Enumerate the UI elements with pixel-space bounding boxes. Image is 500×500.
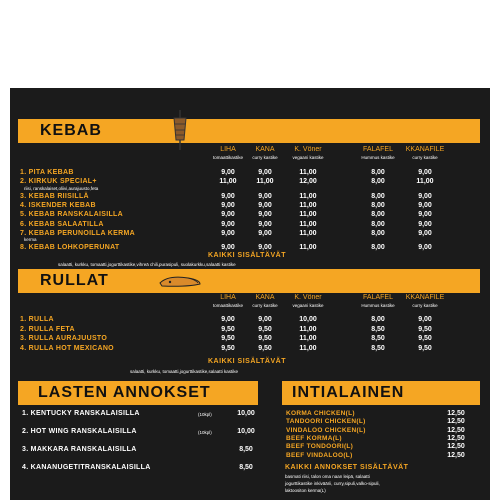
menu-item-price: 8,00 [371, 169, 385, 176]
menu-item-price: 9,00 [258, 220, 272, 228]
menu-item-price: 9,00 [258, 192, 272, 200]
intialainen-title: INTIALAINEN [292, 384, 405, 401]
menu-item-name: 6. KEBAB SALAATILLA [20, 220, 104, 228]
menu-item-price: 9,50 [221, 344, 235, 352]
menu-item-price: 9,50 [221, 335, 235, 342]
menu-item-price: 9,00 [418, 316, 432, 323]
menu-item-price: 9,00 [418, 169, 432, 176]
menu-item-name: 1. PITA KEBAB [20, 169, 74, 176]
indian-item-name: BEEF VINDALOO(L) [286, 451, 353, 459]
menu-item-name: 2. RULLA FETA [20, 325, 75, 333]
column-header: K. Vöner [294, 294, 322, 301]
column-subheader: Hummus kastike [361, 155, 395, 160]
menu-item-price: 8,00 [371, 192, 385, 200]
rullat-includes-text: salaatti, kurkku, tomaatti,jogurttikastike,salaatti kastike [130, 369, 239, 374]
menu-item-price: 9,00 [418, 211, 432, 219]
menu-item-price: 9,00 [221, 169, 235, 176]
menu-item-price: 9,50 [221, 325, 235, 333]
menu-item-price: 11,00 [299, 211, 317, 219]
indian-item-price: 12,50 [447, 451, 465, 459]
kids-item-price: 10,00 [237, 428, 255, 435]
indian-item-name: KORMA CHICKEN(L) [286, 410, 355, 417]
menu-item-price: 11,00 [256, 178, 274, 186]
menu-item-name: 2. KIRKUK SPECIAL+ [20, 178, 97, 186]
intialainen-includes-line-1: basmati riisi, talon oma naan leipä, salaatti [285, 474, 370, 479]
column-subheader: Hummus kastike [361, 303, 395, 308]
column-subheader: vegaani kastike [292, 303, 324, 308]
menu-item-price: 8,00 [371, 201, 385, 209]
menu-board [10, 88, 490, 500]
menu-item-price: 10,00 [299, 316, 317, 323]
menu-item-price: 9,00 [221, 201, 235, 209]
rullat-banner [18, 269, 480, 293]
menu-item-price: 9,00 [418, 244, 432, 252]
menu-item-price: 9,00 [221, 244, 235, 252]
indian-item-name: VINDALOO CHICKEN(L) [286, 426, 366, 434]
menu-item-price: 8,00 [371, 220, 385, 228]
menu-item-name: 8. KEBAB LOHKOPERUNAT [20, 244, 120, 252]
menu-item-price: 9,00 [258, 211, 272, 219]
menu-item-name: 4. RULLA HOT MEXICANO [20, 344, 114, 352]
menu-item-price: 9,00 [258, 201, 272, 209]
kebab-title: KEBAB [40, 122, 102, 139]
menu-item-price: 11,00 [299, 325, 317, 333]
menu-item-price: 9,00 [221, 229, 235, 237]
column-subheader: curry kastike [252, 303, 278, 308]
menu-item-price: 11,00 [299, 201, 317, 209]
menu-item-price: 8,50 [371, 335, 385, 342]
wrap-roll-icon [158, 274, 202, 288]
menu-item-price: 9,50 [418, 335, 432, 342]
menu-item-price: 8,00 [371, 178, 385, 186]
menu-item-price: 9,00 [258, 244, 272, 252]
kebab-banner [18, 119, 480, 143]
menu-item-price: 11,00 [299, 169, 317, 176]
indian-item-price: 12,50 [447, 410, 465, 417]
menu-item-price: 8,50 [371, 344, 385, 352]
menu-item-price: 8,00 [371, 229, 385, 237]
intialainen-includes-line-2: jogurttikastike inkiväärii, curry,sipuli,valko-sipuli, [285, 481, 380, 486]
menu-item-price: 9,00 [258, 229, 272, 237]
column-subheader: vegaani kastike [292, 155, 324, 160]
menu-item-name: 4. ISKENDER KEBAB [20, 201, 96, 209]
menu-item-price: 9,50 [258, 335, 272, 342]
menu-item-price: 9,00 [258, 316, 272, 323]
menu-item-price: 9,00 [418, 229, 432, 237]
menu-item-price: 9,50 [418, 325, 432, 333]
menu-item-price: 9,00 [418, 201, 432, 209]
menu-item-note: kerma [24, 237, 37, 243]
column-subheader: tomaattikastike [212, 155, 243, 160]
column-subheader: curry kastike [252, 155, 278, 160]
column-header: FALAFEL [363, 146, 393, 153]
menu-item-price: 9,00 [221, 316, 235, 323]
kids-item-name: 1. KENTUCKY RANSKALAISILLA [22, 410, 140, 417]
menu-item-price: 11,00 [299, 335, 317, 342]
menu-item-price: 9,50 [258, 325, 272, 333]
rullat-title: RULLAT [40, 272, 109, 289]
column-subheader: curry kastike [412, 303, 438, 308]
column-header: KANA [255, 294, 275, 301]
column-subheader: tomaattikastike [212, 303, 243, 308]
menu-item-name: 3. RULLA AURAJUUSTO [20, 335, 108, 342]
indian-item-name: TANDOORI CHICKEN(L) [286, 418, 366, 426]
indian-item-name: BEEF TONDOORI(L) [286, 443, 354, 451]
column-header: LIHA [220, 146, 236, 153]
indian-item-name: BEEF KORMA(L) [286, 434, 342, 442]
menu-item-price: 9,00 [221, 220, 235, 228]
kids-item-price: 8,50 [239, 446, 253, 453]
menu-item-price: 9,00 [221, 211, 235, 219]
menu-item-price: 11,00 [219, 178, 237, 186]
kids-item-price: 10,00 [237, 410, 255, 417]
column-header: LIHA [220, 294, 236, 301]
menu-item-price: 9,00 [418, 192, 432, 200]
column-header: KKANAFILE [405, 146, 445, 153]
menu-item-price: 9,00 [418, 220, 432, 228]
column-subheader: curry kastike [412, 155, 438, 160]
menu-item-price: 8,00 [371, 316, 385, 323]
intialainen-includes-line-3: laktoositon kerma(L) [285, 488, 326, 493]
column-header: KKANAFILE [405, 294, 445, 301]
menu-item-price: 9,00 [221, 192, 235, 200]
menu-item-name: 3. KEBAB RIISILLÄ [20, 192, 89, 200]
kids-item-name: 2. HOT WING RANSKALAISILLA [22, 428, 137, 435]
lasten-banner [18, 381, 258, 405]
menu-item-price: 9,50 [258, 344, 272, 352]
indian-item-price: 12,50 [447, 434, 465, 442]
menu-item-name: 7. KEBAB PERUNOILLA KERMA [20, 229, 135, 237]
kebab-skewer-icon [170, 110, 190, 150]
indian-item-price: 12,50 [447, 443, 465, 451]
menu-item-name: 1. RULLA [20, 316, 54, 323]
indian-item-price: 12,50 [447, 418, 465, 426]
column-header: FALAFEL [363, 294, 393, 301]
menu-item-price: 9,00 [258, 169, 272, 176]
kids-item-price: 8,50 [239, 464, 253, 471]
rullat-includes-title: KAIKKI SISÄLTÄVÄT [208, 358, 286, 365]
menu-item-price: 11,00 [299, 192, 317, 200]
kids-item-name: 4. KANANUGETITRANSKALAISILLA [22, 464, 151, 471]
menu-item-price: 11,00 [299, 244, 317, 252]
lasten-title: LASTEN ANNOKSET [38, 384, 211, 401]
indian-item-price: 12,50 [447, 426, 465, 434]
menu-item-price: 11,00 [299, 229, 317, 237]
column-header: K. Vöner [294, 146, 322, 153]
menu-item-name: 5. KEBAB RANSKALAISILLA [20, 211, 123, 219]
menu-item-price: 11,00 [416, 178, 434, 186]
kids-item-name: 3. MAKKARA RANSKALAISILLA [22, 446, 137, 453]
intialainen-includes-title: KAIKKI ANNOKSET SISÄLTÄVÄT [285, 464, 409, 471]
menu-item-price: 8,50 [371, 325, 385, 333]
column-header: KANA [255, 146, 275, 153]
menu-item-price: 8,00 [371, 211, 385, 219]
intialainen-banner [282, 381, 480, 405]
menu-item-price: 9,50 [418, 344, 432, 352]
kebab-includes-text: salaatti, kurkku, tomaatti,jogurttikastike,vihreä chili,purasipuli, suolakurkku,salaatti kastike [58, 262, 236, 267]
kebab-includes-title: KAIKKI SISÄLTÄVÄT [208, 252, 286, 259]
kids-item-qty: (10kpl) [198, 412, 212, 417]
menu-item-price: 11,00 [299, 220, 317, 228]
menu-item-note: riisi, ranskalaiset,oliivi,aurajuusto,feta [24, 185, 99, 191]
menu-item-price: 11,00 [299, 344, 317, 352]
menu-item-price: 8,00 [371, 244, 385, 252]
menu-item-price: 12,00 [299, 178, 317, 186]
kids-item-qty: (10kpl) [198, 430, 212, 435]
